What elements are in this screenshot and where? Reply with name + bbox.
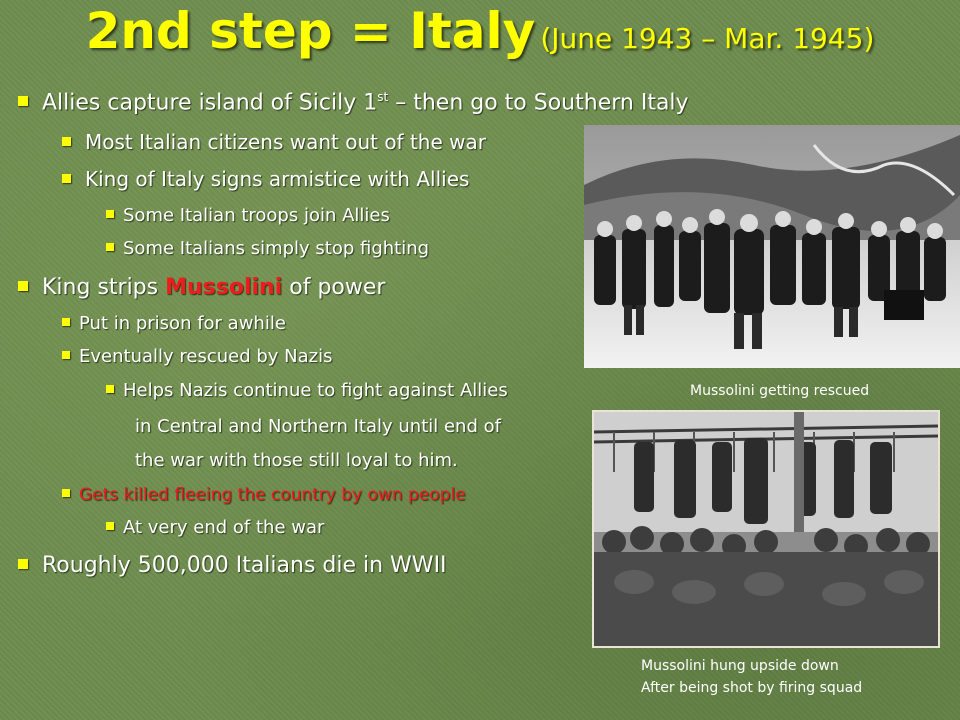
bullet-square-icon bbox=[18, 281, 28, 291]
bullet-square-icon bbox=[62, 174, 71, 183]
bullet-item: Roughly 500,000 Italians die in WWII bbox=[18, 553, 447, 578]
bullet-item: Gets killed fleeing the country by own people bbox=[62, 485, 466, 505]
bullet-item: Some Italians simply stop fighting bbox=[106, 238, 429, 259]
bullet-item: At very end of the war bbox=[106, 517, 324, 538]
slide-title-dates: (June 1943 – Mar. 1945) bbox=[540, 22, 875, 55]
execution-photo bbox=[592, 410, 940, 648]
bullet-square-icon bbox=[106, 522, 114, 530]
bullet-square-icon bbox=[106, 385, 114, 393]
bullet-square-icon bbox=[106, 210, 114, 218]
bullet-square-icon bbox=[62, 489, 70, 497]
bullet-item: King strips Mussolini of power bbox=[18, 275, 385, 300]
bullet-item: Eventually rescued by Nazis bbox=[62, 346, 333, 367]
rescue-photo bbox=[584, 125, 960, 368]
bullet-square-icon bbox=[18, 96, 28, 106]
bullet-item: Put in prison for awhile bbox=[62, 313, 286, 334]
bullet-item: Helps Nazis continue to fight against Allies bbox=[106, 380, 508, 401]
bullet-continuation: the war with those still loyal to him. bbox=[135, 450, 458, 471]
bullet-item: Allies capture island of Sicily 1st – then go to Southern Italy bbox=[18, 90, 689, 115]
mussolini-highlight: Mussolini bbox=[165, 275, 283, 300]
bullet-square-icon bbox=[106, 243, 114, 251]
bullet-square-icon bbox=[62, 318, 70, 326]
execution-photo-caption-line1: Mussolini hung upside down bbox=[641, 658, 839, 674]
bullet-square-icon bbox=[18, 559, 28, 569]
execution-photo-caption-line2: After being shot by firing squad bbox=[641, 680, 863, 696]
bullet-item: King of Italy signs armistice with Allies bbox=[62, 167, 469, 191]
bullet-item: Most Italian citizens want out of the war bbox=[62, 130, 486, 154]
bullet-continuation: in Central and Northern Italy until end of bbox=[135, 416, 501, 437]
bullet-square-icon bbox=[62, 351, 70, 359]
rescue-photo-caption: Mussolini getting rescued bbox=[690, 383, 870, 399]
bullet-square-icon bbox=[62, 137, 71, 146]
bullet-item: Some Italian troops join Allies bbox=[106, 205, 390, 226]
slide-title-main: 2nd step = Italy bbox=[85, 2, 536, 60]
